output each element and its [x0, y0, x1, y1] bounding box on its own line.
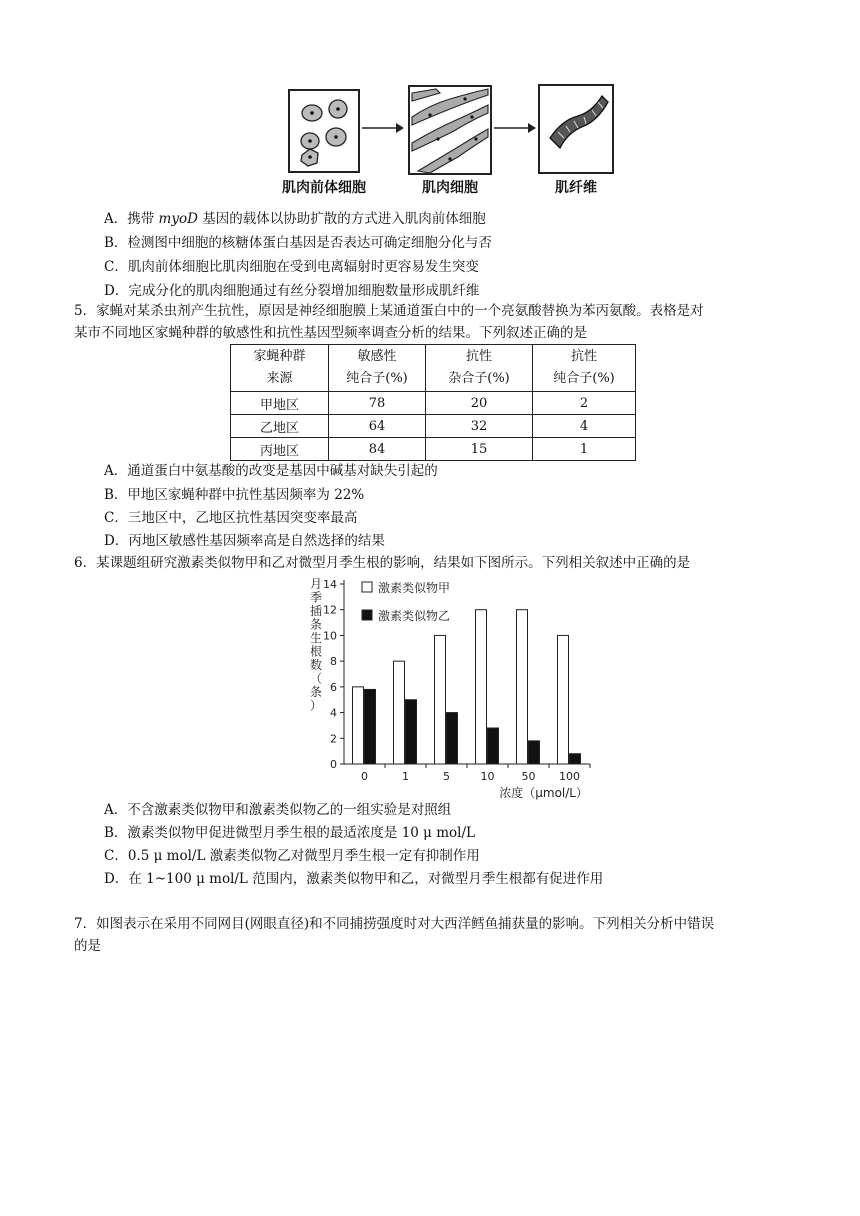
table-row [231, 392, 636, 415]
q4-option-d: D．完成分化的肌肉细胞通过有丝分裂增加细胞数量形成肌纤维 [104, 283, 480, 299]
arrow-icon [360, 118, 404, 138]
table-cell: 2 [533, 392, 636, 415]
table-header-cell [329, 345, 426, 392]
table-cell: 84 [329, 438, 426, 461]
table-cell: 78 [329, 392, 426, 415]
x-tick-label: 5 [443, 770, 450, 783]
table-cell: 4 [533, 415, 636, 438]
y-axis-label-char: 数 [309, 658, 323, 672]
bar-b [365, 689, 376, 764]
y-tick-label: 4 [330, 706, 337, 720]
bar-a [435, 635, 446, 764]
bar-b [447, 713, 458, 764]
y-axis-label-char: 条 [309, 685, 323, 699]
y-tick-label: 0 [330, 758, 337, 771]
header-line: 抗性 [465, 349, 492, 364]
y-axis-label-char: 根 [309, 644, 323, 659]
bar-b [488, 728, 499, 764]
q6-stem: 6．某课题组研究激素类似物甲和乙对微型月季生根的影响，结果如下图所示。下列相关叙述中正确的是 [74, 555, 691, 571]
header-line: 纯合子(%) [553, 371, 615, 386]
table-cell: 32 [426, 415, 533, 438]
genotype-table [230, 344, 636, 461]
table-cell: 1 [533, 438, 636, 461]
myoblast-panel [288, 89, 360, 173]
q6-option-c: C．0.5 μ mol/L 激素类似物乙对微型月季生根一定有抑制作用 [104, 848, 480, 864]
muscle-fiber-illustration [540, 86, 612, 172]
bar-a [558, 635, 569, 764]
muscle-cell-panel [408, 85, 492, 175]
muscle-cells-illustration [410, 87, 490, 173]
x-axis-label: 浓度（μmol/L） [499, 786, 588, 800]
q4-option-a [104, 209, 486, 229]
q6-option-b: B．激素类似物甲促进微型月季生根的最适浓度是 10 μ mol/L [104, 825, 476, 841]
bar-b [570, 754, 581, 764]
q5-option-d: D．丙地区敏感性基因频率高是自然选择的结果 [104, 533, 385, 549]
header-line: 家蝇种群 [253, 349, 306, 364]
y-axis-label-char: （ [309, 671, 323, 686]
y-tick-label: 10 [323, 629, 337, 643]
x-tick-label: 0 [361, 770, 368, 783]
q6-option-a: A．不含激素类似物甲和激素类似物乙的一组实验是对照组 [104, 802, 452, 818]
label-myoblast: 肌肉前体细胞 [282, 180, 366, 196]
header-line: 来源 [266, 371, 293, 386]
header-line: 敏感性 [357, 349, 397, 364]
q5-stem-line1: 5．家蝇对某杀虫剂产生抗性，原因是神经细胞膜上某通道蛋白中的一个亮氨酸替换为苯丙氨酸。表格是对 [74, 303, 704, 319]
table-cell: 甲地区 [231, 392, 329, 415]
y-tick-label: 2 [330, 732, 337, 746]
y-axis-label-char: 生 [309, 631, 323, 645]
table-cell: 20 [426, 392, 533, 415]
bar-a [353, 687, 364, 764]
table-header-row [231, 345, 636, 392]
x-tick-label: 100 [559, 770, 580, 783]
y-axis-label-char: ） [309, 698, 323, 713]
option-a-rest: 基因的载体以协助扩散的方式进入肌肉前体细胞 [197, 211, 486, 227]
x-tick-label: 50 [521, 770, 536, 783]
table-header-cell [231, 345, 329, 392]
q5-option-b: B．甲地区家蝇种群中抗性基因频率为 22% [104, 487, 365, 503]
bars [353, 610, 581, 764]
y-axis-label-char: 季 [309, 590, 323, 605]
q5-option-a: A．通道蛋白中氨基酸的改变是基因中碱基对缺失引起的 [104, 463, 438, 479]
q4-option-b: B．检测图中细胞的核糖体蛋白基因是否表达可确定细胞分化与否 [104, 235, 492, 251]
y-axis [323, 578, 344, 771]
bar-a [394, 661, 405, 764]
q5-stem-line2: 某市不同地区家蝇种群的敏感性和抗性基因型频率调查分析的结果。下列叙述正确的是 [74, 325, 587, 341]
x-axis [344, 764, 590, 783]
table-row [231, 438, 636, 461]
option-a-prefix: A．携带 [104, 211, 159, 227]
table-cell: 乙地区 [231, 415, 329, 438]
table-row [231, 415, 636, 438]
legend-swatch [362, 610, 372, 620]
legend-label: 激素类似物乙 [378, 609, 451, 623]
table-cell: 15 [426, 438, 533, 461]
legend-label: 激素类似物甲 [378, 581, 451, 595]
label-muscle-cell: 肌肉细胞 [422, 180, 478, 196]
arrow-icon [492, 118, 536, 138]
table-cell: 丙地区 [231, 438, 329, 461]
y-tick-label: 6 [330, 680, 337, 694]
q4-option-c: C．肌肉前体细胞比肌肉细胞在受到电离辐射时更容易发生突变 [104, 259, 479, 275]
table-header-cell [426, 345, 533, 392]
header-line: 杂合子(%) [448, 371, 510, 386]
myoblast-cells-illustration [290, 91, 358, 171]
y-tick-label: 8 [330, 655, 337, 669]
bar-b [406, 700, 417, 764]
q5-option-c: C．三地区中，乙地区抗性基因突变率最高 [104, 510, 358, 526]
q6-option-d: D．在 1~100 μ mol/L 范围内，激素类似物甲和乙，对微型月季生根都有促进作用 [104, 871, 604, 887]
y-tick-label: 12 [323, 603, 337, 617]
muscle-fiber-panel [538, 84, 614, 174]
y-axis-label-char: 插 [309, 604, 323, 618]
q7-stem-line1: 7．如图表示在采用不同网目(网眼直径)和不同捕捞强度时对大西洋鳕鱼捕获量的影响。下列相关分析中错误 [74, 916, 715, 932]
y-tick-label: 14 [323, 578, 337, 591]
y-axis-label-char: 月 [309, 577, 323, 591]
header-line: 纯合子(%) [346, 371, 408, 386]
bar-b [529, 741, 540, 764]
legend [362, 580, 450, 623]
label-muscle-fiber: 肌纤维 [555, 180, 597, 196]
table-header-cell [533, 345, 636, 392]
x-tick-label: 10 [480, 770, 495, 783]
y-axis-label-char: 条 [309, 617, 323, 632]
gene-name: myoD [158, 211, 198, 227]
q7-stem-line2: 的是 [74, 938, 101, 954]
header-line: 抗性 [570, 349, 597, 364]
rooting-bar-chart [300, 574, 600, 802]
bar-a [517, 610, 528, 764]
x-tick-label: 1 [402, 770, 409, 783]
bar-a [476, 610, 487, 764]
legend-swatch [362, 582, 372, 592]
table-cell: 64 [329, 415, 426, 438]
